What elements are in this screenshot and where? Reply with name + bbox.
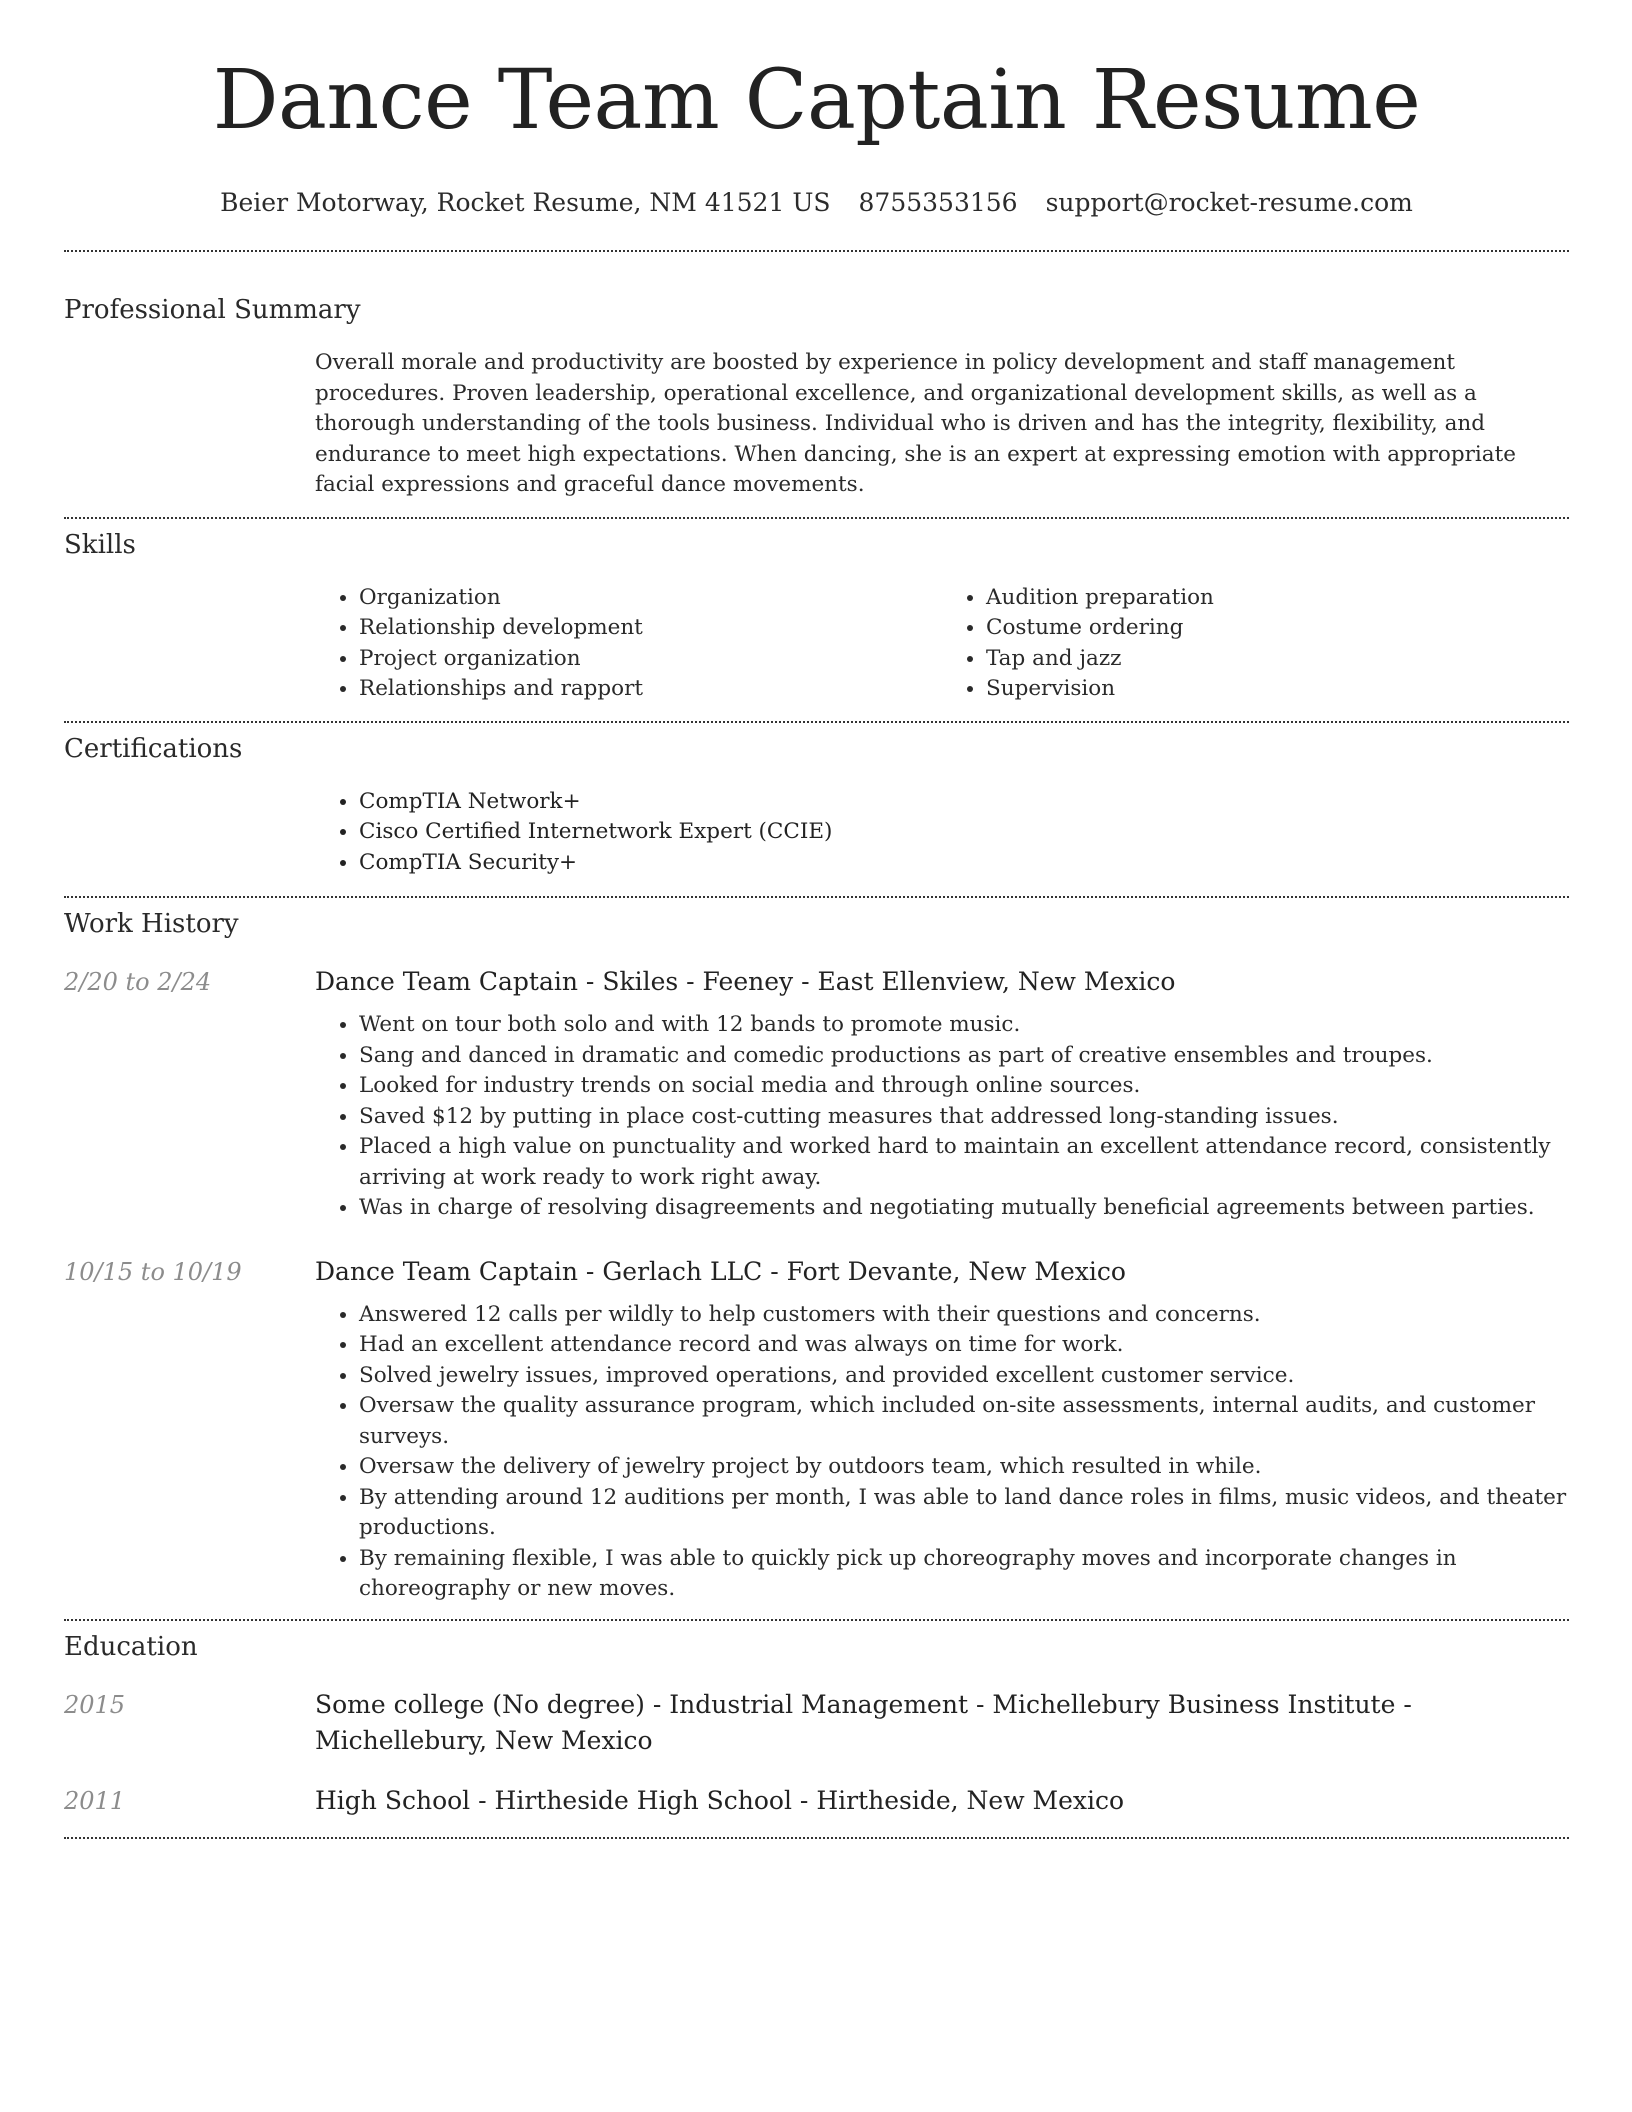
education-heading: Some college (No degree) - Industrial Management - Michellebury Business Institute - Michellebury, New Mexico: [315, 1689, 1412, 1755]
section-title: Professional Summary: [64, 295, 361, 325]
contact-email[interactable]: support@rocket-resume.com: [1045, 188, 1413, 217]
job-bullet: • By attending around 12 auditions per month, I was able to land dance roles in films, music videos, and theater productions.: [359, 1483, 1569, 1544]
skills-list: [315, 583, 1569, 721]
education-location: Hirtheside, New Mexico: [816, 1785, 1125, 1815]
section-title: Certifications: [64, 733, 243, 764]
job-bullets: [315, 1010, 1569, 1224]
education-degree: High School: [315, 1785, 471, 1815]
education-field: Industrial Management: [669, 1689, 968, 1719]
job-location: East Ellenview, New Mexico: [817, 967, 1176, 996]
job-content: [315, 1254, 1569, 1605]
education-location: Michellebury, New Mexico: [315, 1725, 653, 1755]
job-bullet: • Was in charge of resolving disagreements and negotiating mutually beneficial agreements between parties.: [359, 1193, 1569, 1224]
section-title: Education: [64, 1631, 198, 1662]
contact-phone: 8755353156: [858, 188, 1018, 217]
section-title: Work History: [64, 909, 239, 939]
education-entry: [64, 1783, 1569, 1837]
job-bullet: • Looked for industry trends on social media and through online sources.: [359, 1071, 1569, 1102]
skill-item: • Relationships and rapport: [359, 674, 942, 705]
divider: [64, 517, 1569, 519]
divider: [64, 721, 1569, 723]
job-dates: 2/20 to 2/24: [64, 968, 212, 996]
skill-item: • Tap and jazz: [986, 644, 1569, 675]
job-bullet: • Placed a high value on punctuality and worked hard to maintain an excellent attendance record, consistently arriving at work ready to work right away.: [359, 1132, 1569, 1193]
skills-column-right: [942, 583, 1569, 705]
contact-line: [64, 186, 1569, 220]
education-school: Hirtheside High School: [494, 1785, 792, 1815]
education-degree: Some college (No degree): [315, 1689, 645, 1719]
section-title: Skills: [64, 529, 136, 560]
certifications-list: [315, 787, 1569, 897]
job-bullets: [315, 1300, 1569, 1605]
job-bullet: • Saved $12 by putting in place cost-cutting measures that addressed long-standing issues.: [359, 1102, 1569, 1133]
summary-text: Overall morale and productivity are boosted by experience in policy development and staff management procedures. Proven leadership, operational excellence, and organizational development skills, as well as a thorough understanding of the tools business. Individual who is driven and has the integrity, flexibility, and endurance to meet high expectations. When dancing, she is an expert at expressing emotion with appropriate facial expressions and graceful dance movements.: [315, 350, 1516, 497]
job-company: Skiles - Feeney: [602, 967, 794, 996]
certifications-section: [64, 733, 1569, 897]
divider: [64, 250, 1569, 252]
skill-item: • Costume ordering: [986, 613, 1569, 644]
education-content: [315, 1687, 1569, 1759]
education-content: [315, 1783, 1569, 1819]
certification-item: • CompTIA Security+: [359, 848, 1569, 879]
divider: [64, 1837, 1569, 1839]
job-title: Dance Team Captain: [315, 1256, 578, 1286]
education-date: 2015: [64, 1690, 126, 1719]
job-heading: Dance Team Captain - Skiles - Feeney - East Ellenview, New Mexico: [315, 967, 1176, 996]
job-bullet: • By remaining flexible, I was able to quickly pick up choreography moves and incorporate changes in choreography or new moves.: [359, 1544, 1569, 1605]
job-content: [315, 964, 1569, 1224]
resume-page: [64, 0, 1569, 1839]
divider: [64, 1619, 1569, 1621]
skills-column-left: [315, 583, 942, 705]
certification-item: • Cisco Certified Internetwork Expert (CCIE): [359, 817, 1569, 848]
job-bullet: • Oversaw the quality assurance program, which included on-site assessments, internal audits, and customer surveys.: [359, 1391, 1569, 1452]
job-bullet: • Answered 12 calls per wildly to help customers with their questions and concerns.: [359, 1300, 1569, 1331]
contact-address: Beier Motorway, Rocket Resume, NM 41521 US: [220, 188, 831, 217]
education-heading: High School - Hirtheside High School - Hirtheside, New Mexico: [315, 1785, 1125, 1815]
skill-item: • Audition preparation: [986, 583, 1569, 614]
job-bullet: • Sang and danced in dramatic and comedic productions as part of creative ensembles and troupes.: [359, 1041, 1569, 1072]
job-company: Gerlach LLC: [602, 1256, 763, 1286]
summary-section: [64, 294, 1569, 517]
education-section: [64, 1631, 1569, 1837]
job-bullet: • Solved jewelry issues, improved operations, and provided excellent customer service.: [359, 1361, 1569, 1392]
skill-item: • Relationship development: [359, 613, 942, 644]
skill-item: • Organization: [359, 583, 942, 614]
job-heading: Dance Team Captain - Gerlach LLC - Fort Devante, New Mexico: [315, 1256, 1126, 1286]
work-history-section: [64, 908, 1569, 1619]
divider: [64, 896, 1569, 898]
job-dates: 10/15 to 10/19: [64, 1257, 242, 1286]
job-bullet: • Had an excellent attendance record and was always on time for work.: [359, 1330, 1569, 1361]
resume-title: Dance Team Captain Resume: [212, 53, 1421, 148]
certification-item: • CompTIA Network+: [359, 787, 1569, 818]
skills-section: [64, 529, 1569, 721]
job-entry: [64, 1254, 1569, 1619]
skill-item: • Project organization: [359, 644, 942, 675]
job-entry: [64, 964, 1569, 1224]
education-date: 2011: [64, 1786, 126, 1815]
job-bullet: • Went on tour both solo and with 12 bands to promote music.: [359, 1010, 1569, 1041]
job-bullet: • Oversaw the delivery of jewelry project by outdoors team, which resulted in while.: [359, 1452, 1569, 1483]
job-location: Fort Devante, New Mexico: [786, 1256, 1126, 1286]
job-title: Dance Team Captain: [315, 967, 578, 996]
education-school: Michellebury Business Institute: [992, 1689, 1396, 1719]
education-entry: [64, 1687, 1569, 1759]
skill-item: • Supervision: [986, 674, 1569, 705]
